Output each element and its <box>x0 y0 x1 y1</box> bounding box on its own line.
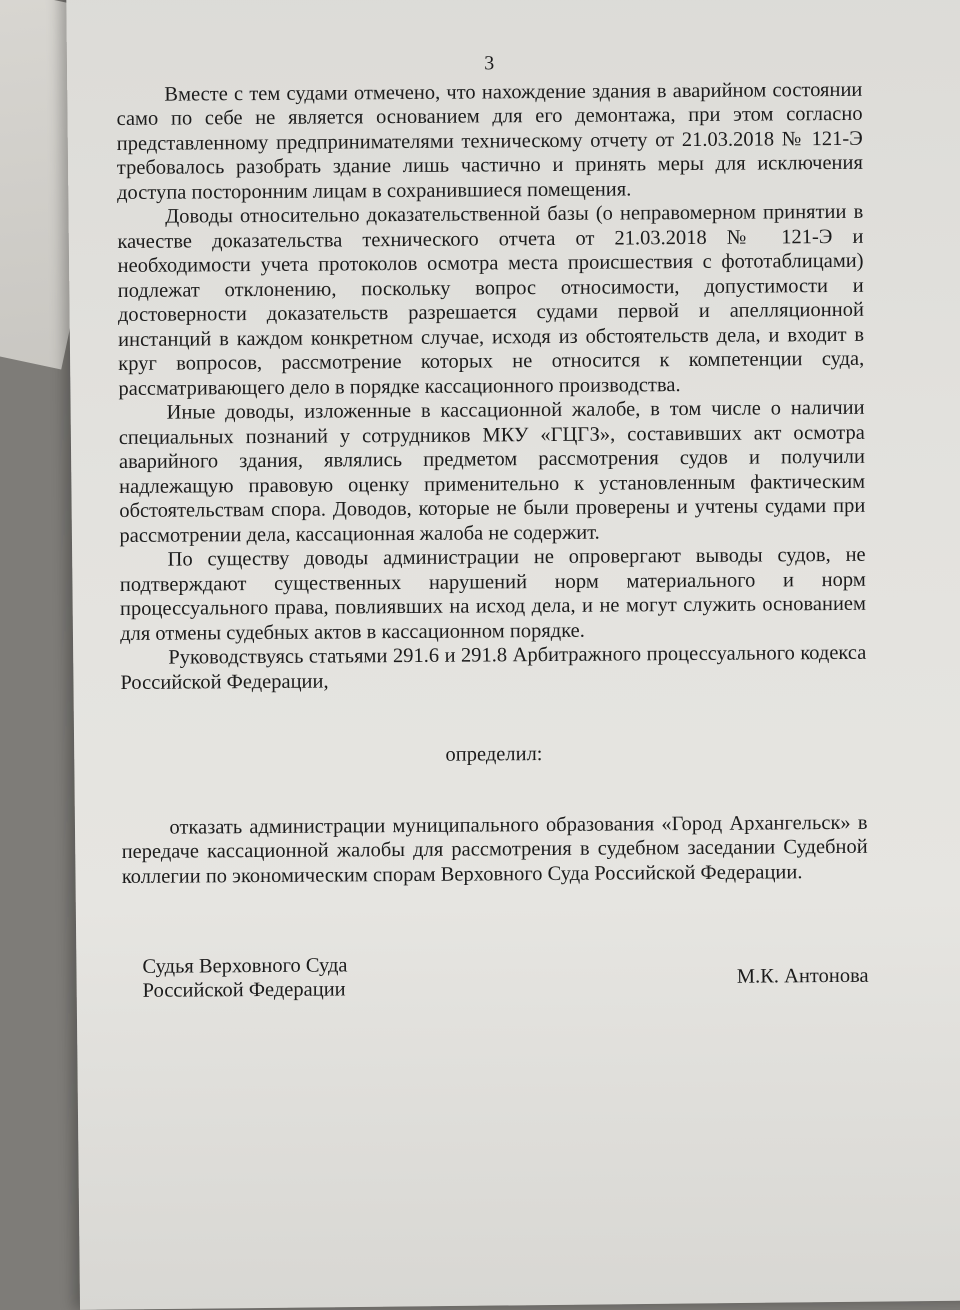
paragraph-conclusion: По существу доводы администрации не опровергают выводы судов, не подтверждают существенных нарушений норм материального и норм процессуального права, повлиявших на исход дела, и не могут служить основанием для отмены судебных актов в кассационном порядке. <box>119 543 867 645</box>
judge-position <box>142 953 347 1002</box>
paragraph-evidence-base: Доводы относительно доказательственной базы (о неправомерном принятии в качестве доказательства технического отчета от 21.03.2018 № 121-Э и необходимости учета протоколов осмотра места происшествия с фототаблицами) подлежат отклонению, поскольку вопрос относимости, допустимости и достоверности доказательств разрешается судами первой и апелляционной инстанций в каждом конкретном случае, исходя из обстоятельств дела, и входит в круг вопросов, рассмотрение которых не относится к компетенции суда, рассматривающего дело в порядке кассационного производства. <box>117 200 865 400</box>
judge-name: М.К. Антонова <box>736 964 869 988</box>
signature-block <box>122 950 868 1015</box>
resolution-text: отказать администрации муниципального образования «Город Архангельск» в передаче кассационной жалобы для рассмотрения в судебном заседании Судебной коллегии по экономическим спорам Верховного Суда Российской Федерации. <box>121 811 868 888</box>
document-body <box>116 35 869 1015</box>
judge-position-line2: Российской Федерации <box>142 978 346 1002</box>
judge-position-line1: Судья Верховного Суда <box>142 954 348 978</box>
paragraph-emergency-state: Вместе с тем судами отмечено, что нахождение здания в аварийном состоянии само по себе не является основанием для его демонтажа, при этом согласно представленному предпринимателями техническому отчету от 21.03.2018 № 121-Э требовалось разобрать здание лишь частично и принять меры для исключения доступа посторонним лицам в сохранившиеся помещения. <box>116 78 863 204</box>
ruling-heading: определил: <box>445 743 543 766</box>
paragraph-legal-basis: Руководствуясь статьями 291.6 и 291.8 Арбитражного процессуального кодекса Российской Федерации, <box>120 641 867 694</box>
paragraph-other-arguments: Иные доводы, изложенные в кассационной жалобе, в том числе о наличии специальных познаний у сотрудников МКУ «ГЦГЗ», составивших акт осмотра аварийного здания, являлись предметом рассмотрения судов и получили надлежащую правовую оценку применительно к установленным фактическим обстоятельствам спора. Доводов, которые не были проверены и учтены судами при рассмотрении дела, кассационная жалоба не содержит. <box>118 396 866 547</box>
page-number: 3 <box>484 52 495 75</box>
